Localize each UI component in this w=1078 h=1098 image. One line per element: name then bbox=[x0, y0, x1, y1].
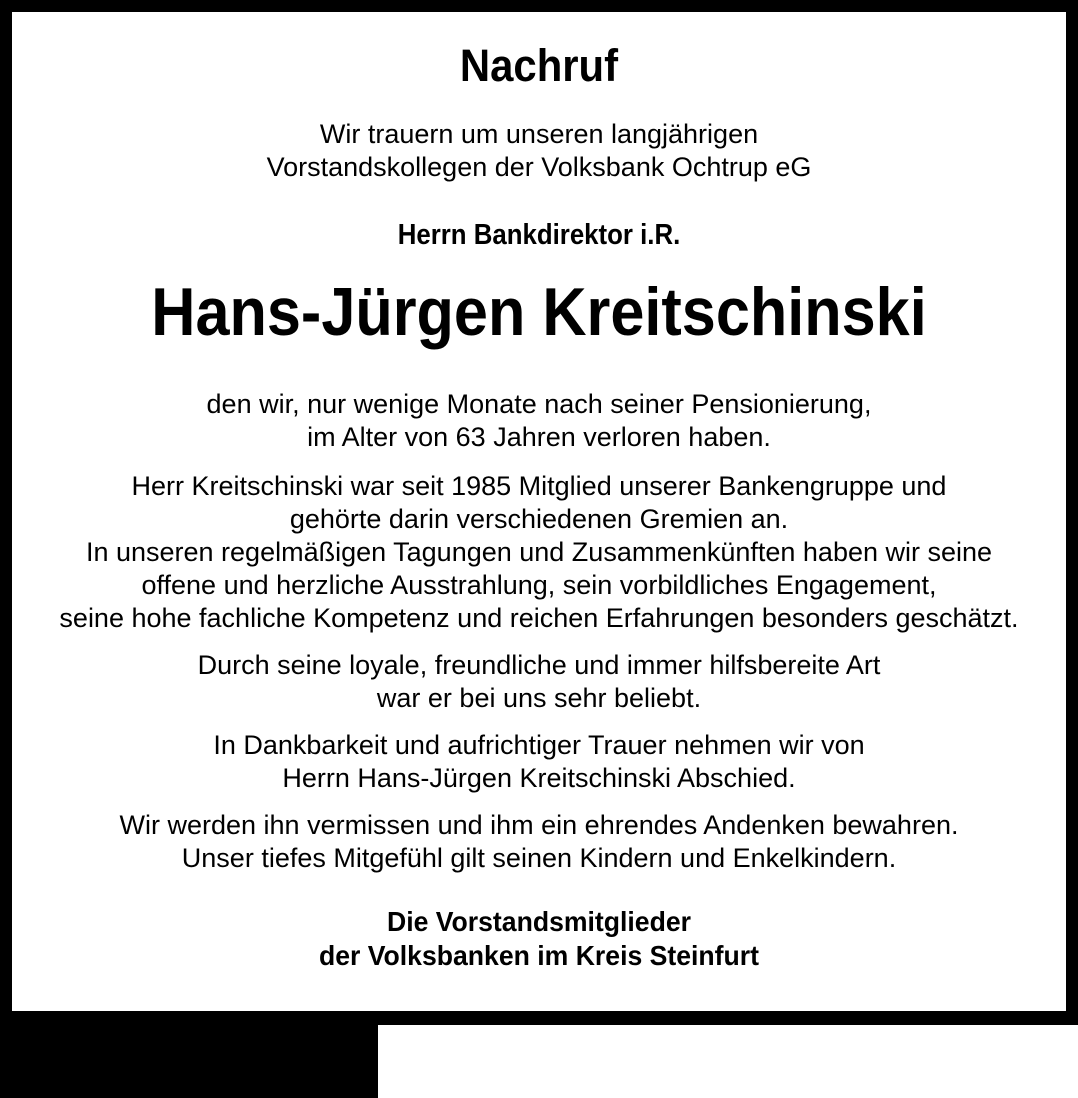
bottom-left-black-block bbox=[0, 1011, 378, 1098]
text-line: Unser tiefes Mitgefühl gilt seinen Kindern und Enkelkindern. bbox=[181, 843, 897, 873]
text-line: offene und herzliche Ausstrahlung, sein vorbildliches Engagement, bbox=[141, 570, 937, 600]
text-line: In Dankbarkeit und aufrichtiger Trauer nehmen wir von bbox=[213, 730, 865, 760]
obituary-notice-content bbox=[12, 12, 1066, 1011]
text-line: Herrn Hans-Jürgen Kreitschinski Abschied. bbox=[282, 763, 796, 793]
paragraph-loss bbox=[12, 388, 1066, 454]
text-line: den wir, nur wenige Monate nach seiner Pensionierung, bbox=[206, 389, 872, 419]
intro-text bbox=[12, 118, 1066, 184]
text-line: war er bei uns sehr beliebt. bbox=[376, 683, 702, 713]
text-line: Vorstandskollegen der Volksbank Ochtrup eG bbox=[266, 152, 812, 182]
paragraph-membership bbox=[12, 470, 1066, 635]
paragraph-remembrance bbox=[12, 809, 1066, 875]
notice-title: Nachruf bbox=[459, 40, 619, 91]
text-line: im Alter von 63 Jahren verloren haben. bbox=[307, 422, 771, 452]
deceased-name: Hans-Jürgen Kreitschinski bbox=[151, 274, 927, 350]
text-line: Durch seine loyale, freundliche und immer hilfsbereite Art bbox=[197, 650, 881, 680]
paragraph-character bbox=[12, 649, 1066, 715]
text-line: In unseren regelmäßigen Tagungen und Zusammenkünften haben wir seine bbox=[85, 537, 993, 567]
text-line: gehörte darin verschiedenen Gremien an. bbox=[289, 504, 789, 534]
text-line: Wir trauern um unseren langjährigen bbox=[319, 119, 759, 149]
text-line: der Volksbanken im Kreis Steinfurt bbox=[318, 940, 759, 971]
text-line: Herr Kreitschinski war seit 1985 Mitglied unserer Bankengruppe und bbox=[131, 471, 947, 501]
text-line: Wir werden ihn vermissen und ihm ein ehrendes Andenken bewahren. bbox=[119, 810, 959, 840]
text-line: seine hohe fachliche Kompetenz und reichen Erfahrungen besonders geschätzt. bbox=[59, 603, 1019, 633]
signature-block bbox=[38, 905, 1039, 973]
paragraph-farewell bbox=[12, 729, 1066, 795]
text-line: Die Vorstandsmitglieder bbox=[386, 906, 691, 937]
honorific-line: Herrn Bankdirektor i.R. bbox=[397, 219, 681, 251]
